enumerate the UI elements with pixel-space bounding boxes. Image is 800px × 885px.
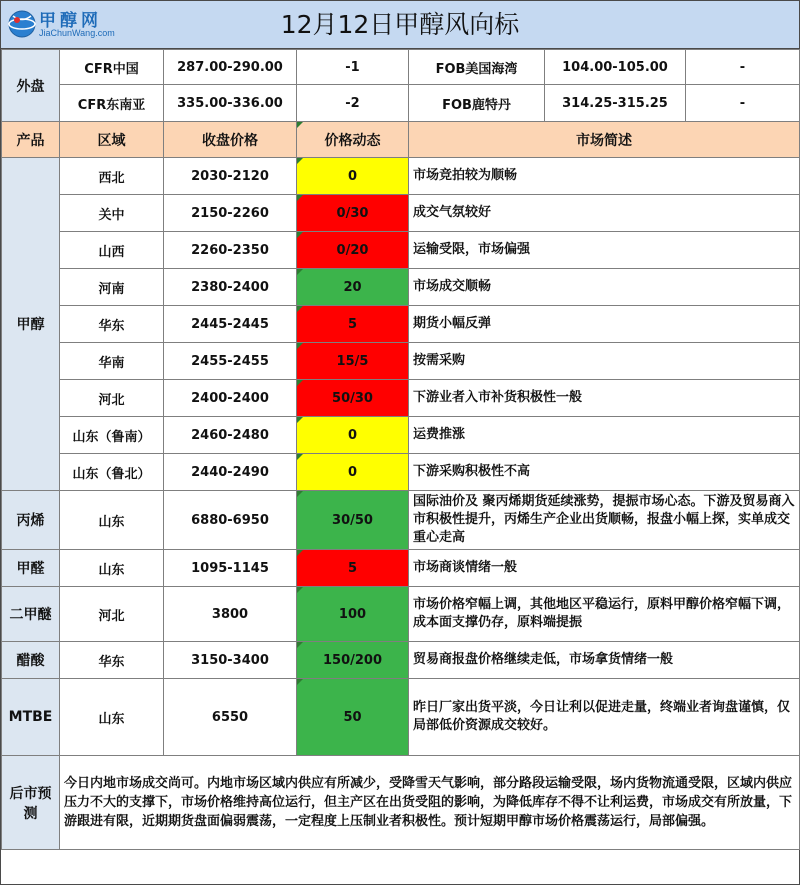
change-cell: 30/50 — [297, 491, 409, 550]
foreign-price: 335.00-336.00 — [164, 85, 297, 122]
methanol-row — [2, 232, 800, 269]
foreign-region: CFR中国 — [60, 50, 164, 85]
region-cell: 关中 — [60, 195, 164, 232]
product-row — [2, 491, 800, 550]
header-product: 产品 — [2, 122, 60, 158]
foreign-change: -2 — [297, 85, 409, 122]
foreign-change: - — [686, 85, 800, 122]
forecast-text: 今日内地市场成交尚可。内地市场区域内供应有所减少，受降雪天气影响，部分路段运输受限，场内货物流通受限，区域内供应压力不大的支撑下，市场价格维持高位运行，但主产区在出货受阻的影响，为降低库存不得不让利运费，市场成交有所放量，下游跟进有限，近期期货盘面偏弱震荡，一定程度上压制业者积极性。预计短期甲醇市场价格震荡运行，局部偏强。 — [60, 756, 800, 850]
price-cell: 2030-2120 — [164, 158, 297, 195]
foreign-change: - — [686, 50, 800, 85]
product-cell: 醋酸 — [2, 642, 60, 679]
desc-cell: 按需采购 — [409, 343, 800, 380]
change-cell: 0 — [297, 417, 409, 454]
region-cell: 华东 — [60, 306, 164, 343]
region-cell: 河南 — [60, 269, 164, 306]
desc-cell: 运费推涨 — [409, 417, 800, 454]
desc-cell: 市场价格窄幅上调，其他地区平稳运行，原料甲醇价格窄幅下调，成本面支撑仍存，原料端提振 — [409, 587, 800, 642]
region-cell: 山东（鲁北） — [60, 454, 164, 491]
change-cell: 0/20 — [297, 232, 409, 269]
region-cell: 山东（鲁南） — [60, 417, 164, 454]
product-cell: MTBE — [2, 679, 60, 756]
header-region: 区域 — [60, 122, 164, 158]
desc-cell: 下游采购积极性不高 — [409, 454, 800, 491]
change-cell: 150/200 — [297, 642, 409, 679]
desc-cell: 成交气氛较好 — [409, 195, 800, 232]
methanol-row — [2, 269, 800, 306]
foreign-price: 104.00-105.00 — [545, 50, 686, 85]
forecast-label: 后市预测 — [2, 756, 60, 850]
region-cell: 西北 — [60, 158, 164, 195]
price-cell: 2455-2455 — [164, 343, 297, 380]
change-cell: 20 — [297, 269, 409, 306]
change-cell: 50/30 — [297, 380, 409, 417]
price-cell: 2150-2260 — [164, 195, 297, 232]
logo-domain: JiaChunWang.com — [39, 28, 115, 38]
methanol-row — [2, 158, 800, 195]
region-cell: 山东 — [60, 679, 164, 756]
desc-cell: 市场商谈情绪一般 — [409, 550, 800, 587]
page-title: 12月12日甲醇风向标 — [280, 10, 520, 39]
methanol-row — [2, 343, 800, 380]
desc-cell: 市场竞拍较为顺畅 — [409, 158, 800, 195]
price-cell: 6880-6950 — [164, 491, 297, 550]
change-cell: 5 — [297, 306, 409, 343]
foreign-price: 287.00-290.00 — [164, 50, 297, 85]
change-cell: 0/30 — [297, 195, 409, 232]
product-row — [2, 587, 800, 642]
foreign-price: 314.25-315.25 — [545, 85, 686, 122]
product-row — [2, 679, 800, 756]
report-header — [1, 1, 799, 49]
product-row — [2, 642, 800, 679]
price-cell: 2460-2480 — [164, 417, 297, 454]
column-header-row — [2, 122, 800, 158]
region-cell: 山东 — [60, 491, 164, 550]
change-cell: 50 — [297, 679, 409, 756]
product-cell: 二甲醚 — [2, 587, 60, 642]
foreign-row — [2, 85, 800, 122]
price-cell: 2445-2445 — [164, 306, 297, 343]
methanol-row — [2, 454, 800, 491]
methanol-row — [2, 417, 800, 454]
change-cell: 0 — [297, 158, 409, 195]
desc-cell: 市场成交顺畅 — [409, 269, 800, 306]
region-cell: 华南 — [60, 343, 164, 380]
desc-cell: 国际油价及 聚丙烯期货延续涨势，提振市场心态。下游及贸易商入市积极性提升，丙烯生产企业出货顺畅，报盘小幅上探，实单成交重心走高 — [409, 491, 800, 550]
product-row — [2, 550, 800, 587]
foreign-region: CFR东南亚 — [60, 85, 164, 122]
methanol-row — [2, 306, 800, 343]
desc-cell: 运输受限，市场偏强 — [409, 232, 800, 269]
desc-cell: 贸易商报盘价格继续走低，市场拿货情绪一般 — [409, 642, 800, 679]
foreign-change: -1 — [297, 50, 409, 85]
foreign-row — [2, 50, 800, 85]
region-cell: 华东 — [60, 642, 164, 679]
change-cell: 100 — [297, 587, 409, 642]
price-cell: 3150-3400 — [164, 642, 297, 679]
methanol-row — [2, 380, 800, 417]
region-cell: 河北 — [60, 587, 164, 642]
price-table — [1, 49, 800, 850]
change-cell: 15/5 — [297, 343, 409, 380]
region-cell: 山东 — [60, 550, 164, 587]
logo-name: 甲醇网 — [39, 11, 102, 31]
foreign-region: FOB美国海湾 — [409, 50, 545, 85]
change-cell: 0 — [297, 454, 409, 491]
change-cell: 5 — [297, 550, 409, 587]
desc-cell: 期货小幅反弹 — [409, 306, 800, 343]
foreign-label: 外盘 — [2, 50, 60, 122]
price-cell: 3800 — [164, 587, 297, 642]
product-cell: 丙烯 — [2, 491, 60, 550]
region-cell: 山西 — [60, 232, 164, 269]
header-desc: 市场简述 — [409, 122, 800, 158]
price-cell: 2380-2400 — [164, 269, 297, 306]
header-change: 价格动态 — [297, 122, 409, 158]
header-price: 收盘价格 — [164, 122, 297, 158]
price-cell: 2260-2350 — [164, 232, 297, 269]
forecast-row — [2, 756, 800, 850]
price-cell: 2400-2400 — [164, 380, 297, 417]
methanol-row — [2, 195, 800, 232]
desc-cell: 下游业者入市补货积极性一般 — [409, 380, 800, 417]
desc-cell: 昨日厂家出货平淡，今日让利以促进走量，终端业者询盘谨慎，仅局部低价资源成交较好。 — [409, 679, 800, 756]
price-cell: 1095-1145 — [164, 550, 297, 587]
price-cell: 6550 — [164, 679, 297, 756]
product-methanol: 甲醇 — [2, 158, 60, 491]
region-cell: 河北 — [60, 380, 164, 417]
price-cell: 2440-2490 — [164, 454, 297, 491]
product-cell: 甲醛 — [2, 550, 60, 587]
foreign-region: FOB鹿特丹 — [409, 85, 545, 122]
